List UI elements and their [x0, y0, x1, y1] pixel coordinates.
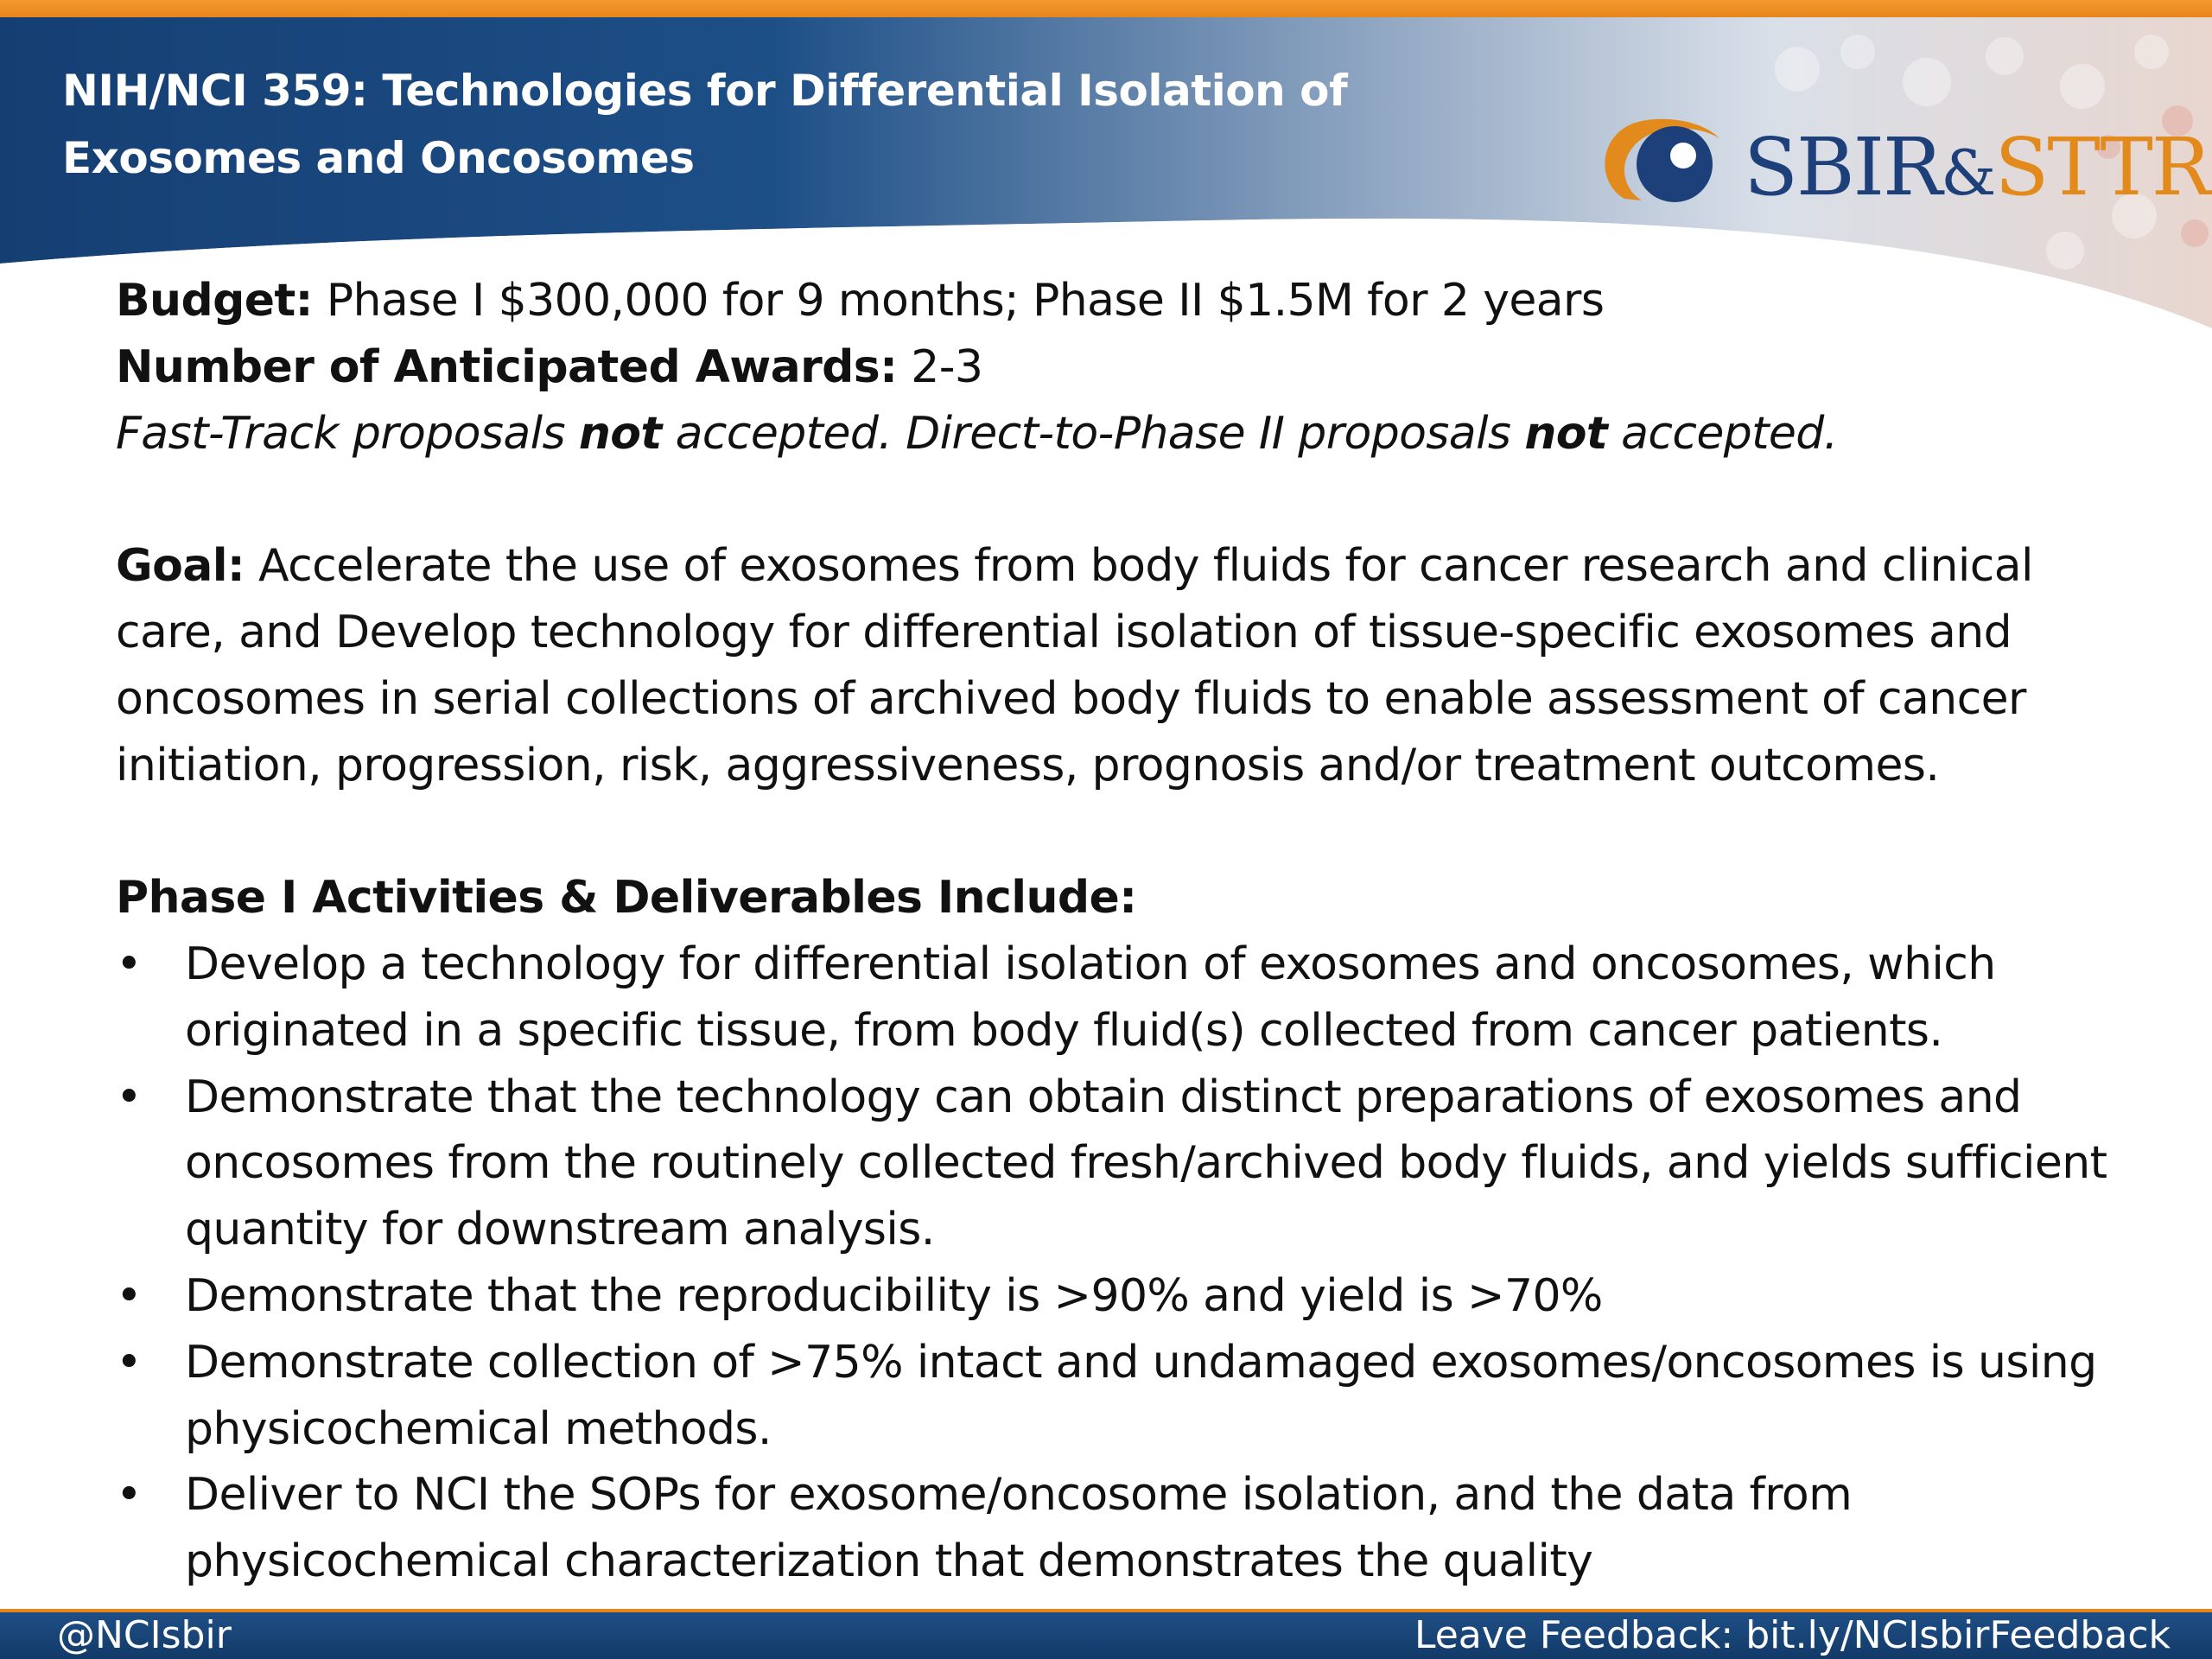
spacer: [116, 467, 2120, 533]
bullet-icon: •: [116, 938, 143, 990]
bullet-icon: •: [116, 1071, 143, 1123]
slide-body: [116, 268, 2120, 1595]
note-text-1: Fast-Track proposals: [116, 407, 579, 460]
goal-label: Goal:: [116, 540, 245, 593]
bullet-icon: •: [116, 1469, 143, 1522]
feedback-link[interactable]: Leave Feedback: bit.ly/NCIsbirFeedback: [1414, 1613, 2171, 1657]
phase1-heading-text: Phase I Activities & Deliverables Include:: [116, 872, 1137, 925]
awards-value: 2-3: [897, 340, 983, 393]
note-text-2: accepted. Direct-to-Phase II proposals: [661, 407, 1525, 460]
spacer: [116, 798, 2120, 865]
bullet-icon: •: [116, 1336, 143, 1389]
budget-value: Phase I $300,000 for 9 months; Phase II $1.5M for 2 years: [312, 275, 1605, 327]
phase1-list: [116, 931, 2120, 1595]
list-item: [116, 931, 2120, 1065]
awards-line: [116, 334, 2120, 401]
list-item: [116, 1263, 2120, 1330]
list-item-text: Demonstrate that the technology can obtain distinct preparations of exosomes and oncosomes from the routinely collected fresh/archived body fluids, and yields sufficient quantity for downstream analysis.: [185, 1071, 2107, 1256]
bullet-icon: •: [116, 1269, 143, 1322]
budget-line: [116, 268, 2120, 334]
note-emphasis-2: not: [1524, 407, 1608, 460]
twitter-handle: @NCIsbir: [57, 1613, 232, 1657]
list-item: [116, 1462, 2120, 1595]
logo-wordmark: [1744, 116, 2209, 225]
proposal-note: [116, 401, 2120, 467]
note-emphasis-1: not: [578, 407, 662, 460]
logo-sbir-text: SBIR: [1744, 121, 1942, 213]
list-item-text: Develop a technology for differential isolation of exosomes and oncosomes, which originated in a specific tissue, from body fluid(s) collected from cancer patients.: [185, 938, 1996, 1057]
top-accent-bar: [0, 0, 2212, 17]
list-item-text: Demonstrate that the reproducibility is >90% and yield is >70%: [185, 1269, 1603, 1322]
logo-sttr-text: STTR: [1994, 121, 2210, 213]
list-item: [116, 1330, 2120, 1463]
goal-text: Accelerate the use of exosomes from body fluids for cancer research and clinical care, and Develop technology for differential isolation of tissue-specific exosomes and oncosomes in serial collections of archived body fluids to enable assessment of cancer initiation, progression, risk, aggressiveness, prognosis and/or treatment outcomes.: [116, 540, 2033, 791]
logo-ampersand: &: [1941, 137, 1995, 209]
budget-label: Budget:: [116, 275, 313, 327]
note-text-3: accepted.: [1607, 407, 1838, 460]
awards-label: Number of Anticipated Awards:: [116, 340, 898, 393]
sbir-sttr-logo: [1590, 104, 2210, 225]
slide-title: NIH/NCI 359: Technologies for Differential Isolation of Exosomes and Oncosomes: [62, 66, 1348, 183]
logo-swoosh-icon: [1590, 104, 1737, 225]
phase1-heading: [116, 865, 2120, 931]
slide-footer: [0, 1609, 2212, 1659]
list-item-text: Deliver to NCI the SOPs for exosome/oncosome isolation, and the data from physicochemical characterization that demonstrates the quality: [185, 1469, 1853, 1588]
goal-paragraph: [116, 533, 2120, 798]
list-item: [116, 1065, 2120, 1263]
list-item-text: Demonstrate collection of >75% intact and undamaged exosomes/oncosomes is using physicochemical methods.: [185, 1336, 2097, 1455]
